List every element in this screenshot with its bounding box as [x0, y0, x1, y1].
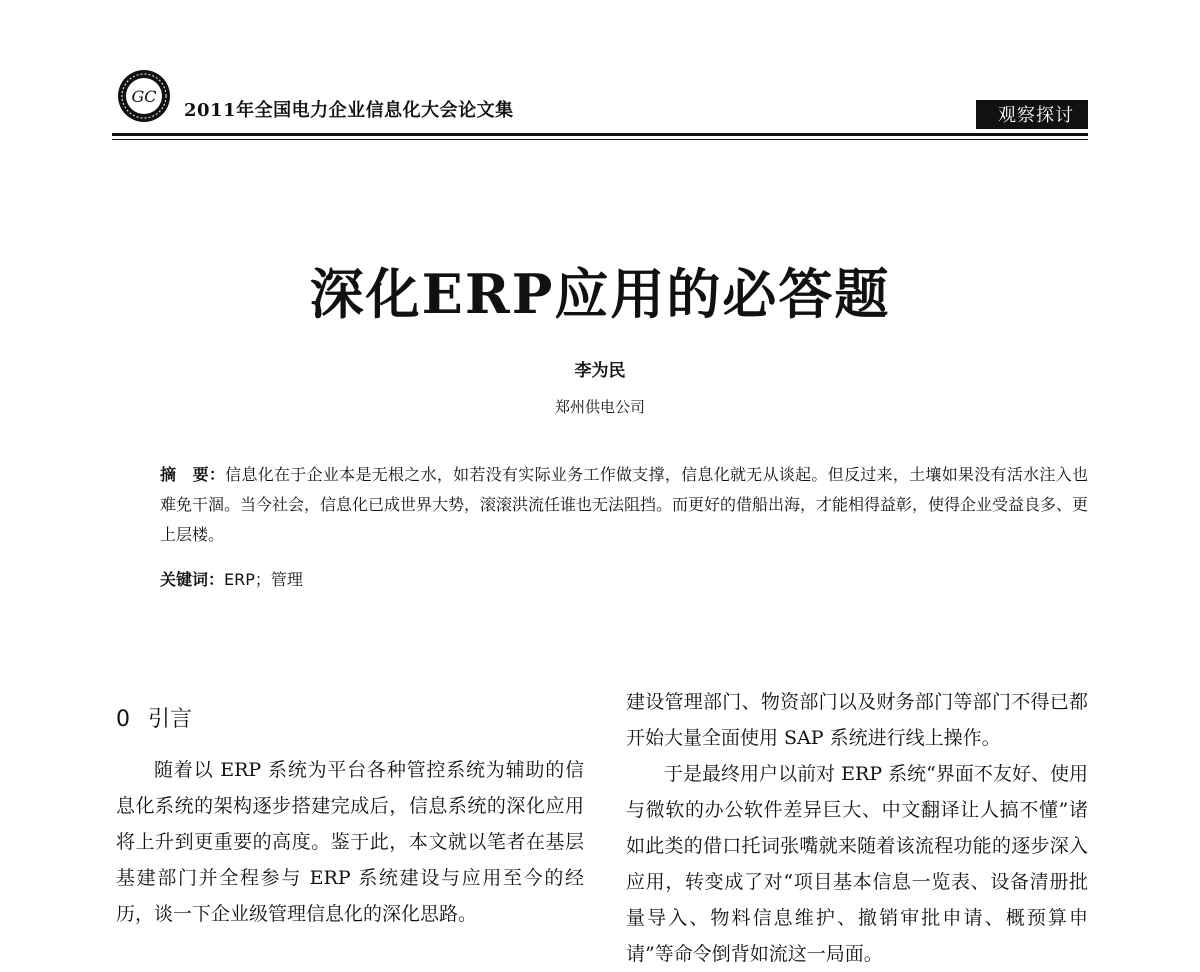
- section-number: 0: [116, 707, 130, 732]
- section-heading: [116, 702, 192, 733]
- body-paragraph: 随着以 ERP 系统为平台各种管控系统为辅助的信息化系统的架构逐步搭建完成后，信息系统的深化应用将上升到更重要的高度。鉴于此，本文就以笔者在基层基建部门并全程参与 ERP 系统建设与应用至今的经历，谈一下企业级管理信息化的深化思路。: [116, 759, 584, 925]
- keywords: [160, 566, 1088, 594]
- keywords-text: ERP；管理: [224, 570, 303, 589]
- keywords-label: 关键词：: [160, 570, 225, 589]
- body-column-right: [626, 684, 1088, 972]
- body-paragraph: 建设管理部门、物资部门以及财务部门等部门不得已都开始大量全面使用 SAP 系统进行线上操作。: [626, 691, 1088, 749]
- abstract: [160, 460, 1088, 550]
- conference-logo: [116, 68, 172, 124]
- author-affiliation: 郑州供电公司: [554, 398, 645, 416]
- body-paragraph: 于是最终用户以前对 ERP 系统“界面不友好、使用与微软的办公软件差异巨大、中文翻译让人搞不懂”诸如此类的借口托词张嘴就来随着该流程功能的逐步深入应用，转变成了对“项目基本信息一览表、设备清册批量导入、物料信息维护、撤销审批申请、概预算申请”等命令倒背如流这一局面。: [626, 763, 1088, 965]
- abstract-label: 摘 要：: [160, 465, 226, 484]
- article-title: 深化ERP应用的必答题: [309, 262, 891, 326]
- section-tag: 观察探讨: [976, 100, 1088, 129]
- journal-title: 2011年全国电力企业信息化大会论文集: [184, 100, 514, 121]
- abstract-text: 信息化在于企业本是无根之水，如若没有实际业务工作做支撑，信息化就无从谈起。但反过来，土壤如果没有活水注入也难免干涸。当今社会，信息化已成世界大势，滚滚洪流任谁也无法阻挡。而更好的借船出海，才能相得益彰，使得企业受益良多、更上层楼。: [160, 465, 1089, 544]
- page-header: [112, 66, 1088, 138]
- section-title: 引言: [148, 707, 193, 732]
- logo-text: GC: [131, 87, 157, 106]
- body-column-left: [116, 752, 584, 932]
- article-author: 李为民: [574, 361, 626, 381]
- header-rule-thick: [112, 133, 1088, 136]
- header-rule-thin: [112, 139, 1088, 140]
